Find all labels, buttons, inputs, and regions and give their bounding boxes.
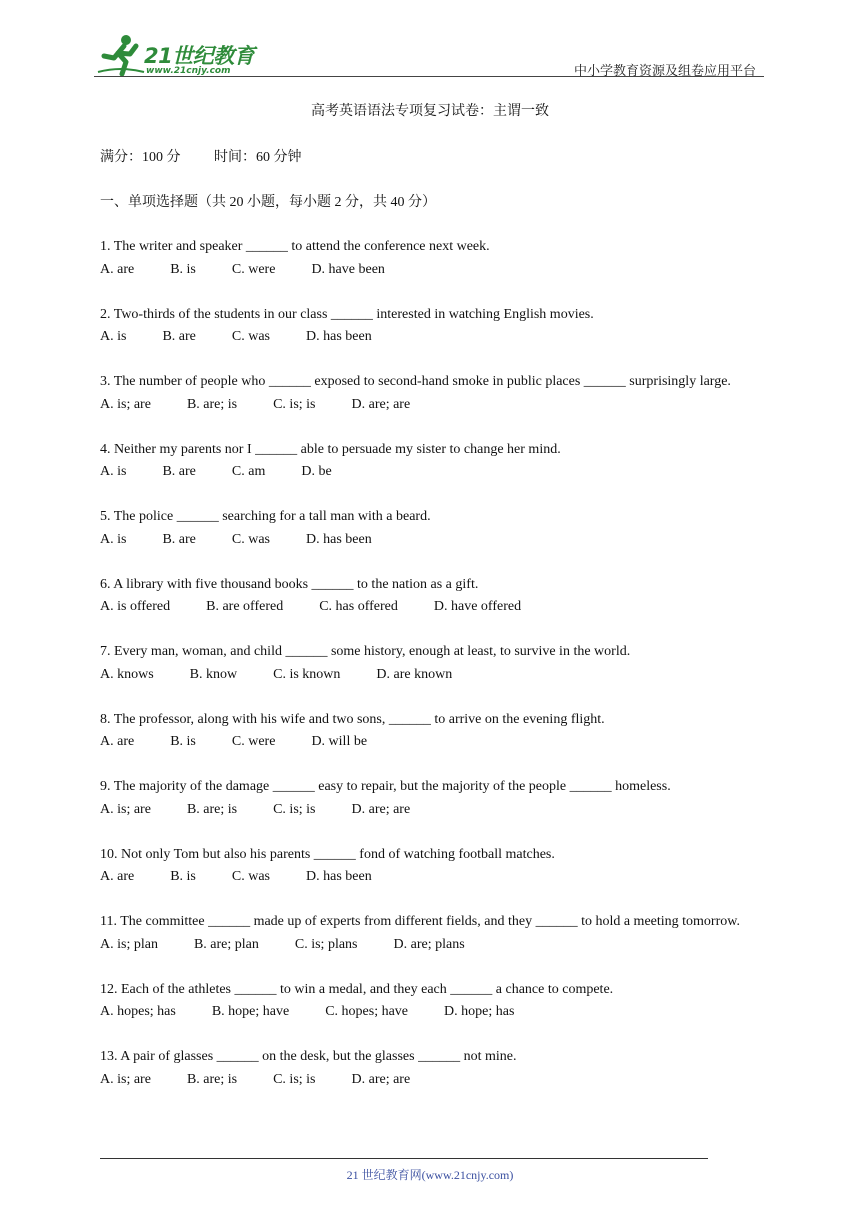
answer-option: A. is; plan [100,936,158,952]
answer-option: A. knows [100,666,154,682]
question-options [100,596,763,619]
answer-option: B. are; is [186,801,238,817]
answer-option: A. is; are [100,396,151,412]
answer-option: B. are [162,329,196,344]
answer-option: A. is [100,464,127,479]
question-item [100,641,763,686]
answer-option: D. has been [306,531,372,547]
answer-option: D. are; plans [393,936,465,952]
answer-option: B. is [170,261,196,277]
answer-option: C. was [231,531,271,547]
header-divider [94,76,764,77]
answer-option: B. are; plan [193,936,259,952]
answer-option: B. hope; have [211,1004,290,1019]
answer-option: B. are; is [186,396,238,412]
platform-name: 中小学教育资源及组卷应用平台 [573,64,756,79]
answer-option: A. is; are [100,1071,151,1087]
answer-option: A. is [100,329,127,344]
page-footer[interactable]: 21 世纪教育网(www.21cnjy.com) [346,1168,514,1182]
answer-option: D. have offered [433,599,522,614]
site-logo[interactable] [96,32,266,78]
footer-divider [100,1158,708,1159]
question-stem: 8. The professor, along with his wife and two sons, ______ to arrive on the evening flight. [100,711,605,727]
question-stem: 3. The number of people who ______ exposed to second-hand smoke in public places ______ surprisingly large. [100,374,731,389]
answer-option: A. are [100,869,135,884]
question-item [100,776,763,821]
question-options [100,1069,763,1092]
answer-option: C. were [231,261,276,277]
answer-option: C. has offered [319,599,398,614]
answer-option: B. is [170,869,196,884]
answer-option: D. will be [311,734,368,749]
question-options [100,799,763,822]
answer-option: C. hopes; have [325,1004,409,1019]
answer-option: C. is; is [273,1071,316,1087]
question-item [100,304,763,349]
answer-option: D. are; are [351,1071,411,1087]
answer-option: D. have been [311,261,385,277]
answer-option: C. is; is [273,396,316,412]
question-options [100,1001,763,1024]
question-item [100,574,763,619]
answer-option: D. has been [306,869,372,884]
question-options [100,731,763,754]
question-item [100,709,763,754]
answer-option: B. know [189,666,238,682]
full-score: 满分：100 分 [100,150,181,165]
answer-option: B. are [162,464,196,479]
question-options [100,529,763,552]
answer-option: C. is known [273,666,341,682]
answer-option: A. is [100,531,127,547]
question-item [100,371,763,416]
logo-url: www.21cnjy.com [146,66,231,76]
answer-option: B. is [170,734,196,749]
answer-option: C. am [231,464,266,479]
answer-option: D. has been [306,329,372,344]
question-stem: 10. Not only Tom but also his parents ______ fond of watching football matches. [100,846,555,862]
question-stem: 13. A pair of glasses ______ on the desk, but the glasses ______ not mine. [100,1049,517,1064]
answer-option: B. are; is [186,1071,238,1087]
section-heading: 一、单项选择题（共 20 小题，每小题 2 分，共 40 分） [100,195,436,210]
page-title: 高考英语语法专项复习试卷：主谓一致 [311,104,549,119]
answer-option: C. was [231,329,271,344]
question-stem: 1. The writer and speaker ______ to attend the conference next week. [100,239,490,254]
question-options [100,664,763,687]
answer-option: A. is offered [100,599,171,614]
answer-option: D. are; are [351,801,411,817]
question-options [100,259,763,282]
answer-option: D. are; are [351,396,411,412]
question-item [100,979,763,1024]
question-item [100,236,763,281]
question-stem: 4. Neither my parents nor I ______ able to persuade my sister to change her mind. [100,441,561,457]
question-options [100,461,763,484]
question-stem: 9. The majority of the damage ______ easy to repair, but the majority of the people ______ homeless. [100,779,671,794]
question-options [100,394,763,417]
answer-option: B. are [162,531,196,547]
answer-option: C. was [231,869,271,884]
answer-option: D. be [301,464,332,479]
answer-option: A. are [100,261,135,277]
answer-option: D. are known [376,666,453,682]
answer-option: A. are [100,734,135,749]
answer-option: C. were [231,734,276,749]
question-options [100,934,763,957]
question-stem: 7. Every man, woman, and child ______ some history, enough at least, to survive in the world. [100,644,631,659]
question-options [100,326,763,349]
page-header [94,30,764,80]
question-stem: 11. The committee ______ made up of experts from different fields, and they ______ to hold a meeting tomorrow. [100,914,740,929]
question-item [100,911,763,956]
question-stem: 2. Two-thirds of the students in our class ______ interested in watching English movies. [100,306,594,322]
answer-option: A. hopes; has [100,1004,176,1019]
runner-logo-icon [96,32,146,78]
question-item [100,506,763,551]
exam-meta [100,146,302,166]
answer-option: C. is; is [273,801,316,817]
question-stem: 12. Each of the athletes ______ to win a medal, and they each ______ a chance to compete. [100,981,614,997]
answer-option: D. hope; has [444,1004,515,1019]
answer-option: B. are offered [206,599,284,614]
question-stem: 6. A library with five thousand books ______ to the nation as a gift. [100,576,479,592]
answer-option: A. is; are [100,801,151,817]
question-stem: 5. The police ______ searching for a tall man with a beard. [100,509,431,524]
question-item [100,1046,763,1091]
question-item [100,439,763,484]
question-item [100,844,763,889]
time-limit: 时间：60 分钟 [214,150,302,165]
question-options [100,866,763,889]
answer-option: C. is; plans [294,936,358,952]
logo-text: 21世纪教育 [144,44,255,68]
question-list [100,236,763,1114]
